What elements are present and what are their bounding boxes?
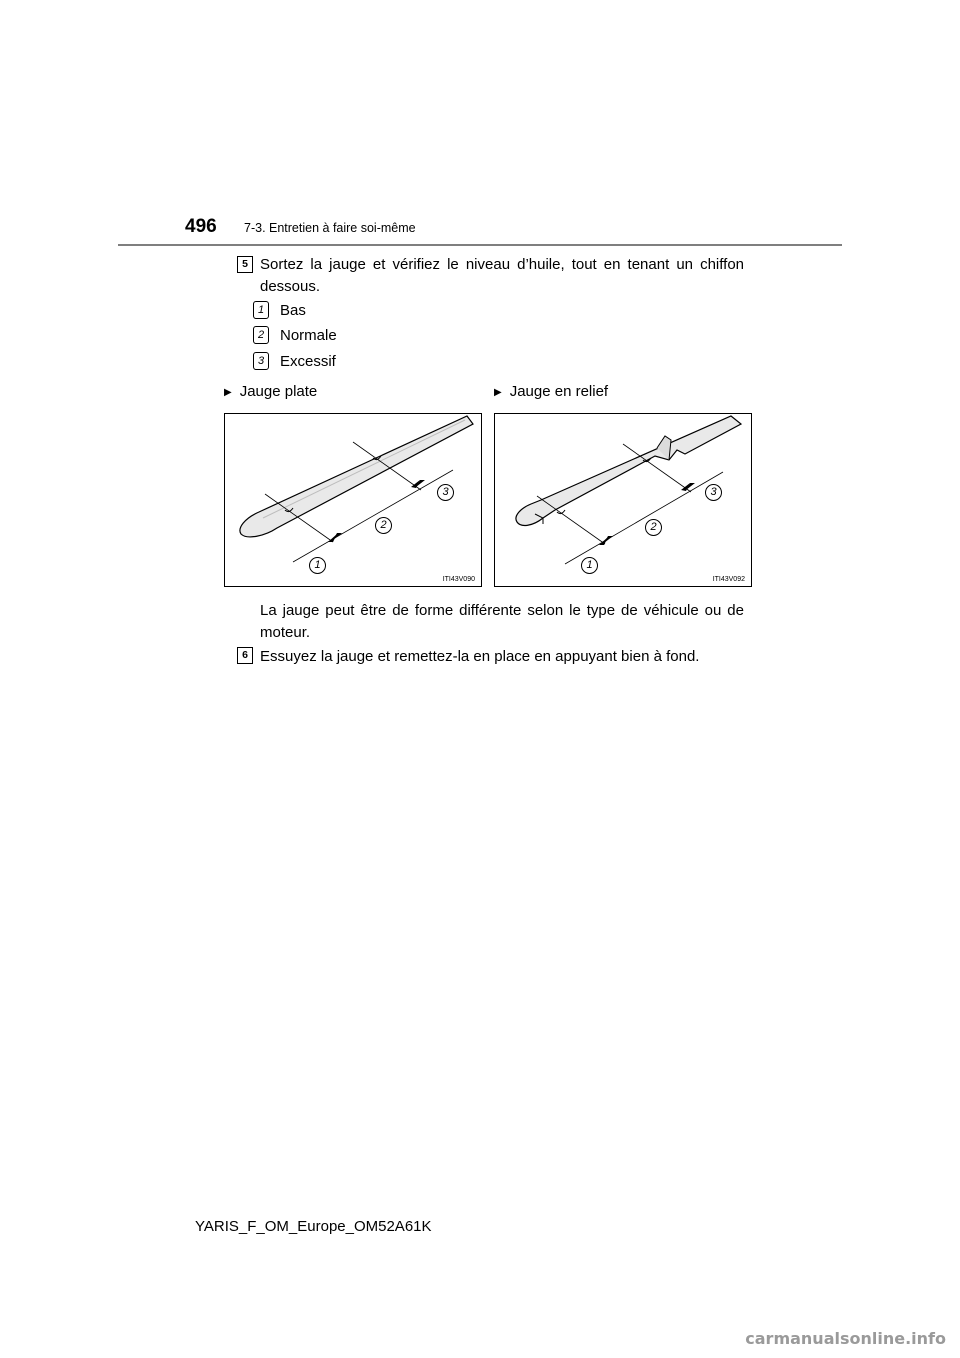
triangle-bullet-icon: ▶ [494, 387, 502, 398]
watermark: carmanualsonline.info [739, 1327, 952, 1350]
callout-3: 3 [437, 484, 454, 501]
callout-1: 1 [309, 557, 326, 574]
step-5-badge: 5 [237, 256, 253, 273]
figure-heading-flat [224, 383, 317, 400]
legend-label-normale: Normale [280, 327, 337, 344]
callout-2: 2 [645, 519, 662, 536]
step-6-badge: 6 [237, 647, 253, 664]
step-5-text: Sortez la jauge et vérifiez le niveau d’huile, tout en tenant un chiffon dessous. [260, 256, 744, 295]
figure-relief-dipstick [494, 413, 752, 587]
page-number: 496 [185, 216, 217, 237]
figure-code: ITI43V092 [712, 576, 745, 583]
step-6-text: Essuyez la jauge et remettez-la en place en appuyant bien à fond. [260, 648, 700, 665]
legend-label-excessif: Excessif [280, 353, 336, 370]
legend-number-2: 2 [253, 326, 269, 344]
triangle-bullet-icon: ▶ [224, 387, 232, 398]
section-title: 7-3. Entretien à faire soi-même [244, 221, 416, 235]
legend-number-1: 1 [253, 301, 269, 319]
header-divider [118, 244, 842, 246]
callout-2: 2 [375, 517, 392, 534]
legend-number-3: 3 [253, 352, 269, 370]
figure-heading-flat-text: Jauge plate [239, 383, 318, 400]
note-text: La jauge peut être de forme différente selon le type de véhicule ou de moteur. [260, 602, 744, 641]
figure-code: ITI43V090 [442, 576, 475, 583]
callout-3: 3 [705, 484, 722, 501]
document-footer: YARIS_F_OM_Europe_OM52A61K [195, 1218, 432, 1235]
figure-flat-dipstick [224, 413, 482, 587]
callout-1: 1 [581, 557, 598, 574]
figure-heading-relief [494, 383, 608, 400]
figure-heading-relief-text: Jauge en relief [509, 383, 609, 400]
legend-label-bas: Bas [280, 302, 306, 319]
